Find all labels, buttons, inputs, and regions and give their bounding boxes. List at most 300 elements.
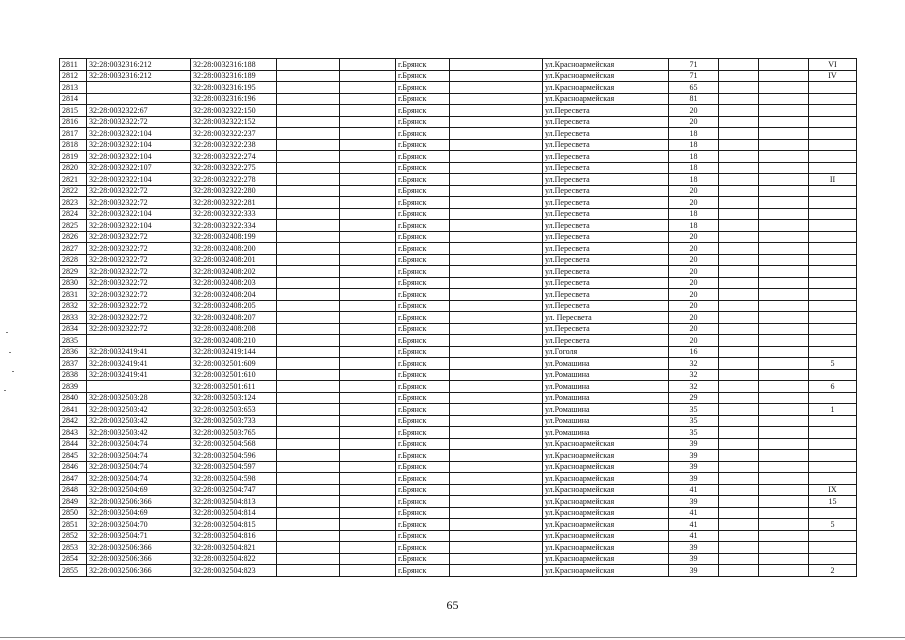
table-cell: 32:28:0032408:202 [191, 266, 277, 278]
table-cell: ул.Красноармейская [543, 461, 669, 473]
table-row [60, 254, 857, 266]
scan-speck [12, 371, 14, 372]
table-row [60, 151, 857, 163]
table-cell: 32:28:0032503:765 [191, 427, 277, 439]
table-cell: 15 [809, 496, 857, 508]
table-cell: 2840 [60, 392, 87, 404]
table-cell [340, 565, 396, 577]
table-cell: ул.Пересвета [543, 266, 669, 278]
table-cell [719, 381, 759, 393]
table-cell: 2813 [60, 82, 87, 94]
table-cell: г.Брянск [396, 369, 450, 381]
table-cell [809, 530, 857, 542]
table-cell: 32:28:0032322:278 [191, 174, 277, 186]
table-cell: ул.Пересвета [543, 231, 669, 243]
table-cell [719, 519, 759, 531]
table-cell [450, 277, 543, 289]
table-cell: ул.Пересвета [543, 335, 669, 347]
table-cell: 2812 [60, 70, 87, 82]
table-cell: 39 [669, 438, 719, 450]
table-cell [719, 197, 759, 209]
table-cell: 41 [669, 484, 719, 496]
table-cell [340, 82, 396, 94]
table-cell: 2842 [60, 415, 87, 427]
table-cell: ул.Красноармейская [543, 70, 669, 82]
table-cell: г.Брянск [396, 162, 450, 174]
table-row [60, 530, 857, 542]
table-cell [450, 381, 543, 393]
table-cell: 18 [669, 220, 719, 232]
table-cell: ул.Красноармейская [543, 484, 669, 496]
table-cell [340, 289, 396, 301]
registry-table [59, 58, 857, 577]
table-cell [450, 289, 543, 301]
table-cell: 32:28:0032504:71 [87, 530, 191, 542]
table-cell [340, 335, 396, 347]
table-cell [277, 116, 340, 128]
table-cell [759, 565, 809, 577]
table-row [60, 461, 857, 473]
registry-table-body [60, 59, 857, 577]
table-cell [450, 197, 543, 209]
table-cell: 2825 [60, 220, 87, 232]
table-cell: 32:28:0032506:366 [87, 496, 191, 508]
table-cell: 20 [669, 243, 719, 255]
table-cell [809, 128, 857, 140]
table-cell: ул.Красноармейская [543, 553, 669, 565]
table-cell: 20 [669, 266, 719, 278]
table-cell: 32:28:0032322:72 [87, 116, 191, 128]
table-cell [450, 300, 543, 312]
table-cell: 32:28:0032503:42 [87, 404, 191, 416]
table-cell [450, 542, 543, 554]
table-cell: 32 [669, 369, 719, 381]
table-cell [277, 323, 340, 335]
table-row [60, 346, 857, 358]
table-cell [809, 427, 857, 439]
table-cell: г.Брянск [396, 461, 450, 473]
table-cell [277, 312, 340, 324]
table-cell [759, 484, 809, 496]
table-cell [809, 254, 857, 266]
table-cell: 20 [669, 289, 719, 301]
table-cell [87, 93, 191, 105]
table-cell: ул.Ромашина [543, 381, 669, 393]
table-cell [340, 461, 396, 473]
table-row [60, 484, 857, 496]
table-cell: 32:28:0032408:199 [191, 231, 277, 243]
table-cell: 32:28:0032504:70 [87, 519, 191, 531]
table-cell: 32:28:0032408:205 [191, 300, 277, 312]
table-cell: ул.Пересвета [543, 139, 669, 151]
table-cell [719, 59, 759, 71]
table-cell [759, 392, 809, 404]
table-cell [719, 93, 759, 105]
table-cell: 2849 [60, 496, 87, 508]
table-cell [450, 93, 543, 105]
table-cell: 32:28:0032322:237 [191, 128, 277, 140]
table-cell [759, 70, 809, 82]
table-cell [340, 116, 396, 128]
table-cell: 32:28:0032504:596 [191, 450, 277, 462]
table-cell [759, 542, 809, 554]
table-cell [340, 231, 396, 243]
table-cell: 41 [669, 519, 719, 531]
table-cell [759, 323, 809, 335]
table-cell: г.Брянск [396, 151, 450, 163]
table-cell: г.Брянск [396, 59, 450, 71]
table-cell [759, 185, 809, 197]
table-cell [450, 484, 543, 496]
table-cell [719, 427, 759, 439]
table-cell: 41 [669, 530, 719, 542]
table-row [60, 404, 857, 416]
table-cell: 2820 [60, 162, 87, 174]
table-cell [450, 254, 543, 266]
table-cell: 32:28:0032322:72 [87, 243, 191, 255]
table-cell: 35 [669, 404, 719, 416]
table-cell [759, 277, 809, 289]
table-cell: 32:28:0032504:74 [87, 438, 191, 450]
table-cell [719, 438, 759, 450]
table-row [60, 174, 857, 186]
table-row [60, 381, 857, 393]
table-cell: ул.Красноармейская [543, 82, 669, 94]
table-cell [340, 530, 396, 542]
table-cell [450, 473, 543, 485]
table-cell: 32:28:0032322:104 [87, 128, 191, 140]
table-cell [759, 427, 809, 439]
table-cell: 18 [669, 174, 719, 186]
table-cell [277, 415, 340, 427]
table-cell: 2834 [60, 323, 87, 335]
table-cell [719, 392, 759, 404]
table-cell: 32:28:0032322:72 [87, 312, 191, 324]
table-cell [340, 415, 396, 427]
table-cell [809, 415, 857, 427]
table-cell: 32:28:0032504:816 [191, 530, 277, 542]
table-cell: 41 [669, 507, 719, 519]
table-cell: 32:28:0032504:822 [191, 553, 277, 565]
table-cell: 2828 [60, 254, 87, 266]
table-cell: 32:28:0032503:124 [191, 392, 277, 404]
table-row [60, 519, 857, 531]
table-cell [759, 289, 809, 301]
table-cell [759, 116, 809, 128]
table-cell: ул.Красноармейская [543, 530, 669, 542]
table-cell [340, 59, 396, 71]
table-cell [277, 231, 340, 243]
table-cell: г.Брянск [396, 427, 450, 439]
table-cell [340, 70, 396, 82]
table-cell: г.Брянск [396, 496, 450, 508]
table-cell: 39 [669, 473, 719, 485]
table-cell: ул.Ромашина [543, 427, 669, 439]
table-cell [340, 484, 396, 496]
table-cell [759, 346, 809, 358]
table-cell: 2855 [60, 565, 87, 577]
table-cell [759, 151, 809, 163]
table-cell: 32:28:0032322:104 [87, 139, 191, 151]
table-cell: ул.Пересвета [543, 208, 669, 220]
table-cell: 32:28:0032322:104 [87, 220, 191, 232]
table-cell: г.Брянск [396, 185, 450, 197]
table-cell: 2852 [60, 530, 87, 542]
table-cell: 32:28:0032316:189 [191, 70, 277, 82]
table-cell: ул.Ромашина [543, 392, 669, 404]
table-cell [719, 289, 759, 301]
table-cell: 32:28:0032322:72 [87, 197, 191, 209]
table-row [60, 565, 857, 577]
table-cell: 32:28:0032408:201 [191, 254, 277, 266]
table-cell [809, 105, 857, 117]
table-cell [277, 243, 340, 255]
table-row [60, 450, 857, 462]
table-cell: 18 [669, 208, 719, 220]
table-cell: г.Брянск [396, 128, 450, 140]
table-cell: 2845 [60, 450, 87, 462]
table-cell: 2818 [60, 139, 87, 151]
table-cell [450, 335, 543, 347]
table-cell [277, 82, 340, 94]
table-cell [809, 220, 857, 232]
table-row [60, 208, 857, 220]
table-cell: 16 [669, 346, 719, 358]
table-cell [277, 128, 340, 140]
table-cell: 39 [669, 461, 719, 473]
table-cell: 32:28:0032322:104 [87, 151, 191, 163]
table-cell: 32:28:0032322:72 [87, 254, 191, 266]
table-cell [809, 438, 857, 450]
table-cell: г.Брянск [396, 312, 450, 324]
table-cell [759, 381, 809, 393]
table-cell: 2814 [60, 93, 87, 105]
table-row [60, 266, 857, 278]
table-cell [340, 553, 396, 565]
table-cell [340, 139, 396, 151]
table-cell: 2844 [60, 438, 87, 450]
table-cell [450, 461, 543, 473]
table-cell: 32:28:0032322:238 [191, 139, 277, 151]
table-cell [719, 300, 759, 312]
table-cell: 20 [669, 277, 719, 289]
table-cell: 2837 [60, 358, 87, 370]
table-cell: 29 [669, 392, 719, 404]
table-cell [450, 565, 543, 577]
table-cell: 2833 [60, 312, 87, 324]
table-cell: 32:28:0032501:611 [191, 381, 277, 393]
table-cell [340, 162, 396, 174]
table-cell: 71 [669, 70, 719, 82]
table-cell [277, 220, 340, 232]
table-cell [87, 82, 191, 94]
table-row [60, 392, 857, 404]
table-cell [759, 358, 809, 370]
table-cell: ул.Ромашина [543, 415, 669, 427]
table-row [60, 496, 857, 508]
table-cell [719, 70, 759, 82]
table-cell [340, 542, 396, 554]
table-cell [277, 358, 340, 370]
table-cell [340, 300, 396, 312]
table-cell [809, 116, 857, 128]
table-cell [759, 128, 809, 140]
table-cell: 32:28:0032322:280 [191, 185, 277, 197]
table-cell: 2815 [60, 105, 87, 117]
table-cell: г.Брянск [396, 243, 450, 255]
table-cell [277, 185, 340, 197]
table-cell: г.Брянск [396, 220, 450, 232]
table-cell: 2847 [60, 473, 87, 485]
table-cell: 39 [669, 565, 719, 577]
table-cell [719, 507, 759, 519]
table-row [60, 335, 857, 347]
table-cell [809, 266, 857, 278]
table-cell [87, 381, 191, 393]
scan-speck [4, 390, 6, 391]
table-cell [277, 139, 340, 151]
table-cell [759, 266, 809, 278]
table-cell [450, 116, 543, 128]
table-cell: 2853 [60, 542, 87, 554]
table-cell: IV [809, 70, 857, 82]
table-cell: ул.Красноармейская [543, 93, 669, 105]
table-cell [809, 185, 857, 197]
table-cell: 32:28:0032501:609 [191, 358, 277, 370]
table-cell: ул.Красноармейская [543, 59, 669, 71]
table-cell: 32:28:0032503:733 [191, 415, 277, 427]
table-cell: 32:28:0032503:42 [87, 427, 191, 439]
table-cell [277, 484, 340, 496]
table-cell: 32 [669, 381, 719, 393]
table-cell: 32:28:0032503:42 [87, 415, 191, 427]
table-cell: 32:28:0032419:41 [87, 358, 191, 370]
table-cell [759, 438, 809, 450]
table-cell: 18 [669, 128, 719, 140]
table-cell: г.Брянск [396, 93, 450, 105]
table-cell [450, 427, 543, 439]
table-cell: 32:28:0032503:28 [87, 392, 191, 404]
table-cell [450, 185, 543, 197]
table-cell: 32:28:0032504:598 [191, 473, 277, 485]
table-cell [277, 496, 340, 508]
table-cell: г.Брянск [396, 565, 450, 577]
table-cell: 32:28:0032322:334 [191, 220, 277, 232]
table-cell [759, 59, 809, 71]
table-cell: г.Брянск [396, 277, 450, 289]
table-cell: 32:28:0032503:653 [191, 404, 277, 416]
table-cell: 32:28:0032504:814 [191, 507, 277, 519]
table-cell: ул.Красноармейская [543, 519, 669, 531]
table-cell [277, 346, 340, 358]
table-cell: ул.Красноармейская [543, 496, 669, 508]
table-cell [340, 105, 396, 117]
table-cell: 2838 [60, 369, 87, 381]
table-cell: ул.Пересвета [543, 185, 669, 197]
table-row [60, 231, 857, 243]
table-cell [759, 369, 809, 381]
table-cell [759, 530, 809, 542]
table-cell [809, 507, 857, 519]
table-cell: 2826 [60, 231, 87, 243]
table-cell: г.Брянск [396, 415, 450, 427]
table-row [60, 542, 857, 554]
table-cell [450, 231, 543, 243]
table-cell [759, 197, 809, 209]
table-cell [277, 93, 340, 105]
table-cell [759, 473, 809, 485]
table-cell [759, 461, 809, 473]
table-cell: г.Брянск [396, 289, 450, 301]
table-cell [759, 162, 809, 174]
table-cell [450, 358, 543, 370]
table-cell [809, 208, 857, 220]
table-cell: ул.Красноармейская [543, 507, 669, 519]
table-cell: 2811 [60, 59, 87, 71]
table-row [60, 427, 857, 439]
table-cell [340, 197, 396, 209]
table-cell: 18 [669, 139, 719, 151]
table-row [60, 93, 857, 105]
table-cell [450, 438, 543, 450]
table-cell [340, 266, 396, 278]
table-row [60, 220, 857, 232]
table-cell [759, 553, 809, 565]
table-cell: ул.Пересвета [543, 151, 669, 163]
table-cell: ул.Пересвета [543, 162, 669, 174]
table-cell [719, 484, 759, 496]
table-cell [719, 151, 759, 163]
table-cell [719, 312, 759, 324]
table-cell [809, 312, 857, 324]
table-cell: 20 [669, 231, 719, 243]
table-cell: г.Брянск [396, 542, 450, 554]
table-cell: ул.Пересвета [543, 277, 669, 289]
table-cell [809, 197, 857, 209]
table-cell [809, 162, 857, 174]
table-cell: г.Брянск [396, 139, 450, 151]
table-cell [809, 553, 857, 565]
table-cell: 32:28:0032504:821 [191, 542, 277, 554]
table-row [60, 185, 857, 197]
table-cell [809, 450, 857, 462]
table-cell: г.Брянск [396, 335, 450, 347]
table-cell [340, 507, 396, 519]
table-cell: 32:28:0032506:366 [87, 565, 191, 577]
table-cell: 35 [669, 415, 719, 427]
table-cell: 2831 [60, 289, 87, 301]
table-cell: 32:28:0032316:195 [191, 82, 277, 94]
table-cell: 32:28:0032322:281 [191, 197, 277, 209]
table-cell [450, 82, 543, 94]
table-cell: 20 [669, 323, 719, 335]
table-cell: 2832 [60, 300, 87, 312]
table-cell [340, 174, 396, 186]
table-cell [719, 162, 759, 174]
table-row [60, 82, 857, 94]
table-cell: 32:28:0032408:210 [191, 335, 277, 347]
table-cell [809, 323, 857, 335]
table-cell [719, 415, 759, 427]
table-cell [277, 530, 340, 542]
table-cell: 2854 [60, 553, 87, 565]
table-cell: ул.Красноармейская [543, 542, 669, 554]
table-row [60, 438, 857, 450]
table-cell: г.Брянск [396, 231, 450, 243]
table-cell: г.Брянск [396, 174, 450, 186]
table-cell [277, 266, 340, 278]
table-cell [450, 496, 543, 508]
